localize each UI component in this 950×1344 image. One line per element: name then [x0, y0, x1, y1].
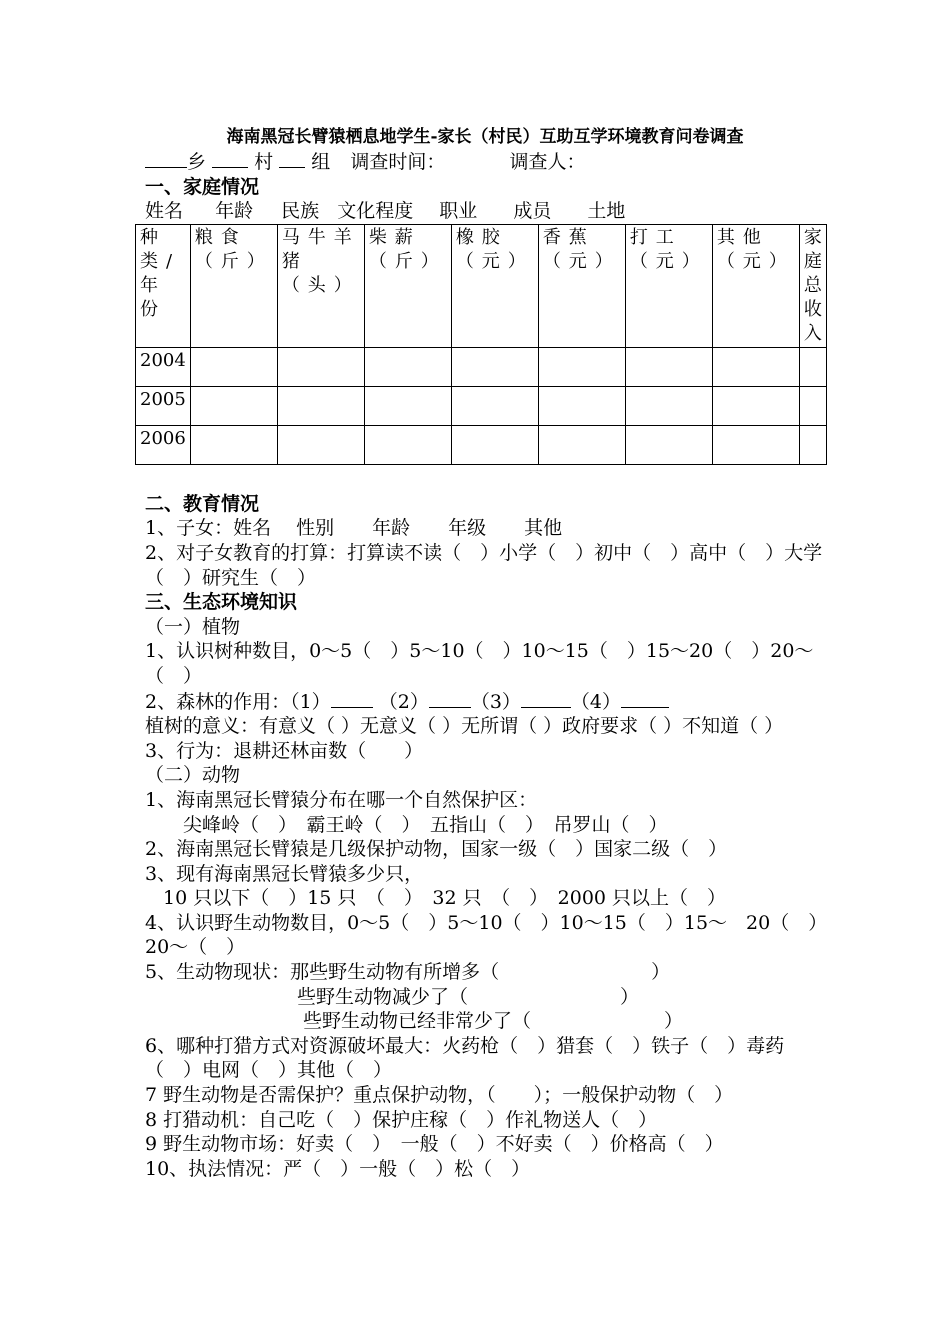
question-reserve: 1、海南黑冠长臂猿分布在哪一个自然保护区：	[145, 788, 538, 811]
cun-blank[interactable]	[212, 149, 248, 168]
question-forest-role: 2、森林的作用：（1） （2） （3） （4）	[145, 689, 825, 715]
question-status-2: 些野生动物减少了（ ）	[297, 985, 640, 1008]
zu-blank[interactable]	[279, 149, 305, 168]
table-header-cell: 橡胶（元）	[451, 224, 538, 347]
survey-time-label: 调查时间：	[350, 151, 446, 173]
section3-heading: 三、生态环境知识	[145, 591, 298, 614]
forest-role-blank-3[interactable]	[521, 689, 571, 708]
question-market: 9 野生动物市场：好卖（ ） 一般（ ）不好卖（ ）价格高（ ）	[145, 1133, 724, 1156]
question-reserve-options: 尖峰岭（ ） 霸王岭（ ） 五指山（ ） 吊罗山（ ）	[183, 813, 668, 836]
xiang-label: 乡	[187, 151, 207, 173]
question-population-options: 10 只以下（ ）15 只 （ ） 32 只 （ ） 2000 只以上（ ）	[163, 887, 727, 910]
section1-heading: 一、家庭情况	[145, 175, 260, 198]
question-enforcement: 10、执法情况：严（ ）一般（ ）松（ ）	[145, 1157, 531, 1180]
year-cell: 2005	[136, 386, 191, 425]
section2-heading: 二、教育情况	[145, 492, 260, 515]
field-ethnicity: 民族	[281, 200, 320, 223]
question-protection-need: 7 野生动物是否需保护？重点保护动物，（ ）；一般保护动物（ ）	[145, 1084, 734, 1107]
question-hunting-method: 6、哪种打猎方式对资源破坏最大：火药枪（ ）猎套（ ）铁子（ ）毒药（ ）电网（ ）其他（ ）	[145, 1034, 785, 1082]
table-header-cell: 柴薪（斤）	[364, 224, 451, 347]
investigator-label: 调查人：	[509, 151, 586, 173]
field-members: 成员	[513, 200, 552, 223]
table-header-cell: 马牛羊猪（头）	[277, 224, 364, 347]
table-row	[136, 425, 827, 464]
table-row	[136, 347, 827, 386]
table-header-cell: 家庭总收入	[799, 224, 826, 347]
forest-role-blank-4[interactable]	[621, 689, 669, 708]
zu-label: 组	[311, 151, 331, 173]
cun-label: 村	[254, 151, 274, 173]
question-protection-level: 2、海南黑冠长臂猿是几级保护动物，国家一级（ ）国家二级（ ）	[145, 838, 728, 861]
table-row	[136, 386, 827, 425]
question-reforestation: 3、行为：退耕还林亩数（ ）	[145, 739, 424, 762]
year-cell: 2004	[136, 347, 191, 386]
field-education: 文化程度	[337, 200, 414, 223]
question-wildlife-count: 4、认识野生动物数目，0～5（ ）5～10（ ）10～15（ ）15～ 20（ ）20～（ ）	[145, 911, 818, 959]
field-age: 年龄	[215, 200, 254, 223]
table-header-cell: 其他（元）	[712, 224, 799, 347]
income-table	[135, 224, 827, 465]
field-land: 土地	[587, 200, 626, 223]
question-education-plan: 2、对子女教育的打算：打算读不读（ ）小学（ ）初中（ ）高中（ ）大学（ ）研究生（ ）	[145, 541, 823, 589]
field-occupation: 职业	[439, 200, 478, 223]
animals-heading: （二）动物	[145, 764, 241, 787]
year-cell: 2006	[136, 425, 191, 464]
forest-role-blank-2[interactable]	[429, 689, 471, 708]
question-children: 1、子女：姓名 性别 年龄 年级 其他	[145, 517, 563, 540]
table-header-cell: 种类/年份	[136, 224, 191, 347]
plants-heading: （一）植物	[145, 615, 241, 638]
question-population: 3、现有海南黑冠长臂猿多少只，	[145, 862, 424, 885]
table-header-cell: 香蕉（元）	[538, 224, 625, 347]
table-header-cell: 打工（元）	[625, 224, 712, 347]
table-header-row	[136, 224, 827, 347]
field-name: 姓名	[145, 200, 184, 223]
page-title: 海南黑冠长臂猿栖息地学生-家长（村民）互助互学环境教育问卷调查	[226, 127, 744, 147]
question-hunting-motive: 8 打猎动机：自己吃（ ）保护庄稼（ ）作礼物送人（ ）	[145, 1108, 658, 1131]
question-status-3: 些野生动物已经非常少了（ ）	[303, 1010, 684, 1033]
header-line	[145, 149, 825, 175]
xiang-blank[interactable]	[145, 149, 187, 168]
family-fields	[145, 199, 825, 224]
questionnaire-page	[140, 125, 825, 1181]
question-tree-species: 1、认识树种数目，0～5（ ）5～10（ ）10～15（ ）15～20（ ）20～（ ）	[145, 640, 814, 687]
forest-role-blank-1[interactable]	[331, 689, 373, 708]
question-planting-meaning: 植树的意义：有意义（ ）无意义（ ）无所谓（ ）政府要求（ ）不知道（ ）	[145, 715, 784, 738]
question-status-1: 5、生动物现状：那些野生动物有所增多（ ）	[145, 961, 671, 984]
table-header-cell: 粮食（斤）	[190, 224, 277, 347]
